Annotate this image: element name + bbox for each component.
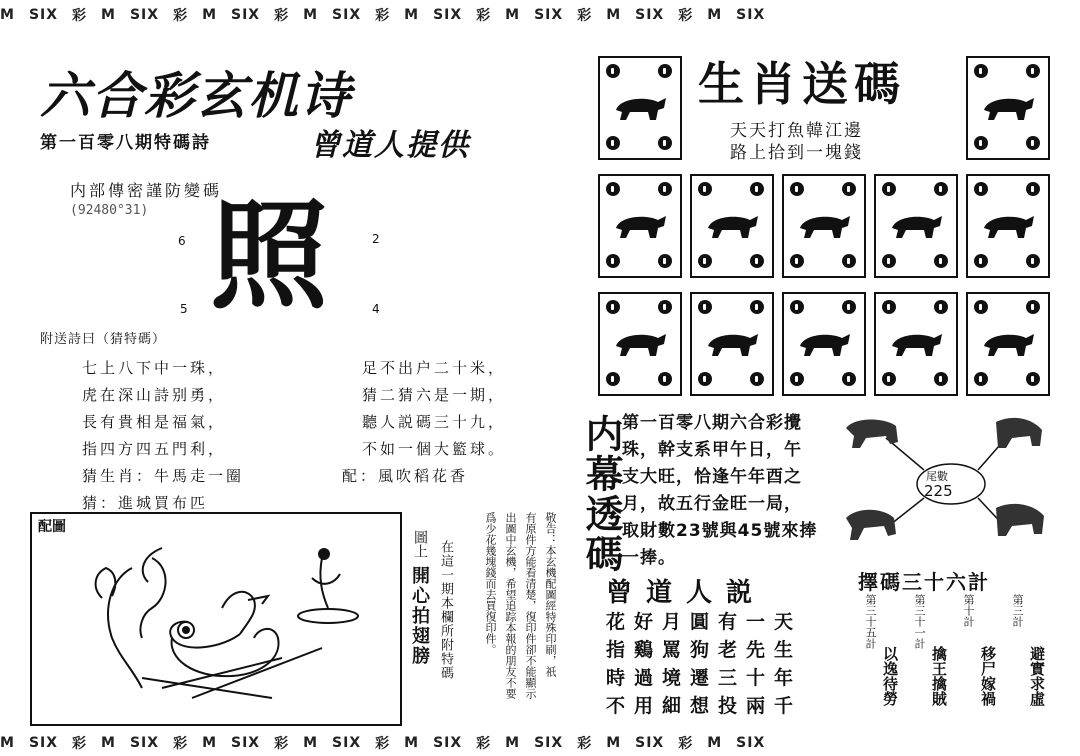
watermark-token: 彩	[577, 8, 593, 24]
zodiac-animal-icon	[978, 322, 1038, 362]
coin-icon	[658, 64, 672, 78]
watermark-token: SIX	[231, 735, 261, 751]
zodiac-animal-icon	[886, 322, 946, 362]
zodiac-card	[874, 292, 958, 396]
notice-block	[458, 512, 558, 699]
bottom-watermark-band	[0, 730, 1080, 756]
coin-icon	[1026, 136, 1040, 150]
zeng-row: 指鷄罵狗老先生	[606, 639, 803, 661]
coin-icon	[790, 372, 804, 386]
guess-last: 猜：進城買布匹	[82, 494, 209, 512]
poem-line: 不如一個大籃球。	[362, 440, 507, 458]
corner-number-tl: 6	[178, 234, 186, 248]
zodiac-card	[874, 174, 958, 278]
coin-icon	[1026, 182, 1040, 196]
coin-icon	[842, 300, 856, 314]
watermark-token: M	[202, 735, 217, 751]
watermark-token: SIX	[635, 7, 665, 23]
watermark-token: SIX	[231, 7, 261, 23]
notice-column: 敬告：本玄機配圖經特殊印刷，祇	[544, 512, 557, 677]
illustration-label: 配圖	[38, 519, 66, 535]
watermark-token: M	[505, 7, 521, 23]
image-caption-big: 開心拍翅膀	[409, 566, 430, 666]
zeng-row: 時過境遷三十年	[606, 667, 803, 689]
image-caption-pre: 圖上	[412, 530, 428, 558]
coin-icon	[658, 136, 672, 150]
watermark-token: 彩	[173, 8, 189, 24]
strategy-label: 第三十五計	[864, 594, 877, 649]
poem-header: 附送詩曰（猜特碼）	[40, 332, 167, 347]
watermark-token: SIX	[28, 735, 59, 751]
watermark-token: SIX	[433, 735, 463, 751]
image-caption-small: 在這一期本欄所附特碼	[438, 540, 453, 680]
coin-icon	[658, 300, 672, 314]
coin-icon	[882, 300, 896, 314]
coin-icon	[658, 182, 672, 196]
coin-icon	[750, 372, 764, 386]
strategy-text: 擒王擒賊	[930, 646, 948, 706]
corner-number-br: 4	[372, 302, 380, 316]
coin-icon	[842, 372, 856, 386]
coin-icon	[882, 182, 896, 196]
coin-icon	[934, 254, 948, 268]
coin-icon	[1026, 300, 1040, 314]
watermark-token: M	[303, 735, 319, 751]
coin-icon	[1026, 254, 1040, 268]
watermark-token: M	[707, 7, 723, 23]
coin-icon	[606, 300, 620, 314]
watermark-token: M	[0, 7, 15, 23]
phone-note: (92480°31)	[70, 203, 149, 218]
coin-icon	[842, 182, 856, 196]
poem-line: 長有貴相是福氣，	[82, 413, 227, 431]
zodiac-card	[966, 56, 1050, 160]
zodiac-line-1: 天天打魚韓江邊	[730, 121, 863, 141]
pei-line: 配：風吹稻花香	[342, 467, 469, 485]
zodiac-card	[598, 56, 682, 160]
poem-line: 虎在深山詩别勇，	[82, 386, 227, 404]
secret-note: 内部傳密謹防變碼	[70, 181, 223, 200]
zodiac-animal-icon	[794, 204, 854, 244]
watermark-token: 彩	[678, 736, 694, 752]
zeng-row: 不用細想投兩千	[606, 695, 803, 717]
zeng-poem	[606, 608, 802, 720]
inner-title: 内幕透碼	[579, 414, 623, 574]
poem-right-column	[342, 355, 507, 490]
strategy-label: 第三計	[1011, 594, 1024, 627]
watermark-token: 彩	[173, 736, 189, 752]
coin-icon	[790, 254, 804, 268]
watermark-token: SIX	[635, 735, 665, 751]
coin-icon	[658, 372, 672, 386]
inner-text	[622, 410, 817, 572]
coin-icon	[750, 182, 764, 196]
coin-icon	[882, 372, 896, 386]
coin-icon	[934, 182, 948, 196]
strategies-columns	[862, 594, 1048, 718]
poem-line: 猜二猜六是一期，	[362, 386, 507, 404]
period-label: 第一百零八期特碼詩	[40, 133, 211, 153]
coin-icon	[974, 300, 988, 314]
coin-icon	[882, 254, 896, 268]
strategy-column	[960, 594, 999, 718]
watermark-token: 彩	[476, 8, 492, 24]
zodiac-animal-icon	[978, 204, 1038, 244]
coin-icon	[842, 254, 856, 268]
watermark-token: SIX	[332, 7, 362, 23]
goose-illustration	[72, 538, 392, 718]
provider-label: 曾道人提供	[310, 128, 470, 163]
zodiac-card	[690, 292, 774, 396]
watermark-token: 彩	[678, 8, 694, 24]
watermark-token: SIX	[736, 7, 766, 23]
watermark-token: M	[404, 7, 420, 23]
tail-value: 225	[924, 482, 953, 500]
zodiac-animal-icon	[794, 322, 854, 362]
watermark-token: 彩	[476, 736, 492, 752]
inner-text-line: 一捧。	[622, 548, 676, 568]
zeng-row: 花好月圓有一天	[606, 611, 803, 633]
poem-left-column	[82, 355, 244, 517]
coin-icon	[698, 300, 712, 314]
watermark-token: 彩	[375, 736, 391, 752]
top-watermark-band	[0, 2, 1080, 28]
watermark-token: M	[707, 735, 723, 751]
watermark-token: M	[202, 7, 217, 23]
zodiac-animal-icon	[610, 86, 670, 126]
zodiac-animal-icon	[978, 86, 1038, 126]
zodiac-animal-icon	[610, 322, 670, 362]
watermark-token: M	[404, 735, 420, 751]
coin-icon	[698, 254, 712, 268]
zodiac-card	[782, 292, 866, 396]
coin-icon	[974, 136, 988, 150]
watermark-token: 彩	[72, 8, 88, 24]
coin-icon	[974, 372, 988, 386]
coin-icon	[1026, 64, 1040, 78]
watermark-token: M	[606, 735, 622, 751]
watermark-token: SIX	[433, 7, 463, 23]
watermark-token: M	[101, 735, 116, 751]
watermark-token: SIX	[129, 7, 160, 23]
watermark-token: 彩	[72, 736, 88, 752]
watermark-token: 彩	[274, 736, 290, 752]
strategy-text: 移尸嫁禍	[979, 646, 997, 706]
inner-text-line: 月，故五行金旺一局，	[622, 494, 802, 514]
poem-line: 指四方四五門利，	[82, 440, 227, 458]
coin-icon	[606, 254, 620, 268]
strategy-column	[911, 594, 950, 718]
coin-icon	[606, 372, 620, 386]
inner-text-line: 支大旺，恰逢午年酉之	[622, 467, 802, 487]
watermark-token: M	[505, 735, 521, 751]
coin-icon	[790, 300, 804, 314]
big-character: 照	[210, 187, 329, 325]
page-title: 六合彩玄机诗	[40, 67, 352, 125]
poem-line: 聽人説碼三十九，	[362, 413, 507, 431]
watermark-token: 彩	[274, 8, 290, 24]
notice-column: 爲少花幾塊錢而去買復印件。	[484, 512, 497, 655]
coin-icon	[606, 182, 620, 196]
zodiac-line-2: 路上拾到一塊錢	[730, 143, 863, 163]
coin-icon	[606, 64, 620, 78]
zodiac-card	[690, 174, 774, 278]
watermark-token: SIX	[534, 7, 564, 23]
coin-icon	[934, 300, 948, 314]
tail-label: 尾數	[926, 470, 948, 483]
notice-column: 出圖中玄機，希望追踪本報的朋友不要	[504, 512, 517, 699]
zodiac-card	[966, 292, 1050, 396]
coin-icon	[974, 254, 988, 268]
watermark-token: M	[101, 7, 116, 23]
zodiac-card	[598, 292, 682, 396]
zodiac-animal-icon	[886, 204, 946, 244]
poem-line: 七上八下中一珠，	[82, 359, 227, 377]
notice-column: 有原件方能看清楚，復印件卻不能顯示	[524, 512, 537, 699]
watermark-token: 彩	[375, 8, 391, 24]
poem-line: 足不出户二十米，	[362, 359, 507, 377]
zodiac-card	[598, 174, 682, 278]
strategy-text: 避實求虛	[1028, 646, 1046, 706]
guess-shengxiao: 猜生肖：牛馬走一圈	[82, 467, 245, 485]
zodiac-animal-icon	[702, 322, 762, 362]
coin-icon	[974, 182, 988, 196]
inner-text-line: 珠，幹支系甲午日，午	[622, 440, 802, 460]
zodiac-animal-icon	[610, 204, 670, 244]
zodiac-card	[966, 174, 1050, 278]
inner-text-line: 取財數23號與45號來捧	[622, 521, 818, 541]
coin-icon	[934, 372, 948, 386]
coin-icon	[1026, 372, 1040, 386]
zeng-title: 曾道人説	[606, 578, 767, 608]
watermark-token: M	[303, 7, 319, 23]
coin-icon	[974, 64, 988, 78]
strategies-title: 擇碼三十六計	[858, 570, 990, 594]
watermark-token: SIX	[534, 735, 564, 751]
zodiac-title: 生肖送碼	[698, 57, 906, 111]
strategy-column	[1009, 594, 1048, 718]
coin-icon	[698, 182, 712, 196]
coin-icon	[658, 254, 672, 268]
watermark-token: SIX	[332, 735, 362, 751]
corner-number-bl: 5	[180, 302, 188, 316]
watermark-token: M	[606, 7, 622, 23]
illustration-box	[30, 512, 402, 726]
zodiac-card	[782, 174, 866, 278]
strategy-label: 第三十一計	[913, 594, 926, 649]
coin-icon	[698, 372, 712, 386]
corner-number-tr: 2	[372, 232, 380, 246]
zodiac-animal-icon	[702, 204, 762, 244]
inner-text-line: 第一百零八期六合彩攪	[622, 413, 802, 433]
watermark-token: M	[0, 735, 15, 751]
strategy-column	[862, 594, 901, 718]
strategy-label: 第十計	[962, 594, 975, 627]
coin-icon	[750, 300, 764, 314]
coin-icon	[790, 182, 804, 196]
watermark-token: SIX	[129, 735, 160, 751]
coin-icon	[750, 254, 764, 268]
watermark-token: SIX	[28, 7, 59, 23]
strategy-text: 以逸待勞	[881, 646, 899, 706]
watermark-token: 彩	[577, 736, 593, 752]
coin-icon	[606, 136, 620, 150]
watermark-token: SIX	[736, 735, 766, 751]
